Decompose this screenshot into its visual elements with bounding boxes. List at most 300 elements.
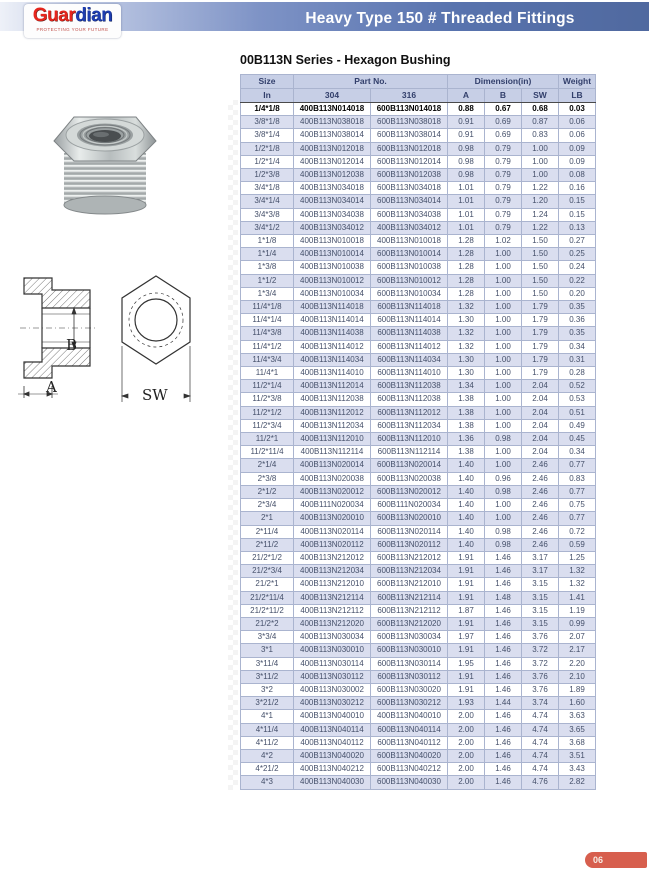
part-304-cell: 400B113N114018 <box>294 301 371 314</box>
size-cell: 3/4*1/4 <box>241 195 294 208</box>
size-cell: 3*3/4 <box>241 631 294 644</box>
dim-sw-cell: 3.15 <box>522 591 559 604</box>
weight-cell: 0.28 <box>559 367 596 380</box>
dim-b-cell: 1.00 <box>485 287 522 300</box>
dim-b-cell: 1.00 <box>485 301 522 314</box>
hex-front-view <box>122 276 190 364</box>
table-row <box>241 103 596 116</box>
table-row <box>241 499 596 512</box>
dim-sw-cell: 3.15 <box>522 617 559 630</box>
table-row <box>241 116 596 129</box>
dim-b-cell: 1.00 <box>485 353 522 366</box>
label-b: B <box>66 336 78 354</box>
table-row <box>241 723 596 736</box>
size-cell: 3*11/4 <box>241 657 294 670</box>
col-header-b: B <box>485 89 522 103</box>
size-cell: 21/2*11/4 <box>241 591 294 604</box>
dim-sw-cell: 2.46 <box>522 499 559 512</box>
weight-cell: 2.20 <box>559 657 596 670</box>
size-cell: 1*3/4 <box>241 287 294 300</box>
dim-a-cell: 1.91 <box>448 683 485 696</box>
size-cell: 1/2*1/8 <box>241 142 294 155</box>
size-cell: 11/4*1/4 <box>241 314 294 327</box>
part-304-cell: 400B113N010038 <box>294 261 371 274</box>
logo-tagline: PROTECTING YOUR FUTURE <box>36 27 109 32</box>
dim-b-cell: 1.46 <box>485 749 522 762</box>
table-row <box>241 644 596 657</box>
part-304-cell: 400B113N030034 <box>294 631 371 644</box>
part-316-cell: 600B113N014018 <box>371 103 448 116</box>
table-row <box>241 235 596 248</box>
dim-a-cell: 1.97 <box>448 631 485 644</box>
part-304-cell: 400B113N114034 <box>294 353 371 366</box>
dim-b-cell: 1.00 <box>485 274 522 287</box>
dim-b-cell: 0.98 <box>485 538 522 551</box>
dim-sw-cell: 2.46 <box>522 512 559 525</box>
dim-a-cell: 1.40 <box>448 499 485 512</box>
dim-sw-cell: 1.79 <box>522 301 559 314</box>
dim-a-cell: 1.32 <box>448 327 485 340</box>
weight-cell: 0.35 <box>559 327 596 340</box>
dim-b-cell: 0.96 <box>485 472 522 485</box>
weight-cell: 0.09 <box>559 142 596 155</box>
part-304-cell: 400B113N112014 <box>294 380 371 393</box>
table-row <box>241 221 596 234</box>
table-row <box>241 617 596 630</box>
table-row <box>241 512 596 525</box>
logo-part-blue: dian <box>75 5 113 26</box>
weight-cell: 0.34 <box>559 340 596 353</box>
size-cell: 4*21/2 <box>241 763 294 776</box>
dim-sw-cell: 1.20 <box>522 195 559 208</box>
section-title: 00B113N Series - Hexagon Bushing <box>240 53 451 67</box>
part-316-cell: 400B113N034012 <box>371 221 448 234</box>
dim-sw-cell: 1.79 <box>522 353 559 366</box>
dim-a-cell: 1.95 <box>448 657 485 670</box>
part-304-cell: 400B113N114012 <box>294 340 371 353</box>
size-cell: 1/2*1/4 <box>241 155 294 168</box>
part-304-cell: 400B113N012038 <box>294 169 371 182</box>
dim-sw-cell: 1.50 <box>522 287 559 300</box>
dim-sw-cell: 1.50 <box>522 235 559 248</box>
dim-a-cell: 1.36 <box>448 433 485 446</box>
col-header-lb: LB <box>559 89 596 103</box>
table-row <box>241 485 596 498</box>
size-cell: 1*1/2 <box>241 274 294 287</box>
table-row <box>241 367 596 380</box>
size-cell: 21/2*1 <box>241 578 294 591</box>
weight-cell: 0.16 <box>559 182 596 195</box>
dim-sw-cell: 3.15 <box>522 578 559 591</box>
dim-b-cell: 1.00 <box>485 340 522 353</box>
weight-cell: 0.08 <box>559 169 596 182</box>
dim-sw-cell: 0.68 <box>522 103 559 116</box>
dim-b-cell: 1.00 <box>485 512 522 525</box>
dim-a-cell: 1.40 <box>448 538 485 551</box>
part-304-cell: 400B113N010012 <box>294 274 371 287</box>
part-316-cell: 600B113N038018 <box>371 116 448 129</box>
dim-a-cell: 1.91 <box>448 617 485 630</box>
table-row <box>241 670 596 683</box>
part-304-cell: 400B113N030114 <box>294 657 371 670</box>
table-row <box>241 736 596 749</box>
dim-sw-cell: 3.74 <box>522 697 559 710</box>
guardian-logo <box>24 4 121 38</box>
weight-cell: 0.34 <box>559 446 596 459</box>
weight-cell: 0.25 <box>559 248 596 261</box>
table-row <box>241 182 596 195</box>
weight-cell: 3.43 <box>559 763 596 776</box>
dim-sw-cell: 2.46 <box>522 472 559 485</box>
dim-a-cell: 1.28 <box>448 274 485 287</box>
part-316-cell: 600B113N020014 <box>371 459 448 472</box>
weight-cell: 1.25 <box>559 551 596 564</box>
dim-b-cell: 1.46 <box>485 710 522 723</box>
dim-a-cell: 1.91 <box>448 644 485 657</box>
dim-a-cell: 0.88 <box>448 103 485 116</box>
part-304-cell: 400B113N212020 <box>294 617 371 630</box>
part-304-cell: 400B113N010018 <box>294 235 371 248</box>
part-316-cell: 600B113N212034 <box>371 565 448 578</box>
part-304-cell: 400B113N212114 <box>294 591 371 604</box>
table-row <box>241 578 596 591</box>
part-316-cell: 600B113N020012 <box>371 485 448 498</box>
dim-a-cell: 1.01 <box>448 195 485 208</box>
dim-sw-cell: 1.50 <box>522 274 559 287</box>
table-row <box>241 631 596 644</box>
dim-b-cell: 1.46 <box>485 565 522 578</box>
dim-sw-cell: 2.46 <box>522 525 559 538</box>
fittings-table-wrap <box>240 74 596 790</box>
weight-cell: 1.32 <box>559 565 596 578</box>
part-316-cell: 600B113N040030 <box>371 776 448 789</box>
dim-a-cell: 1.30 <box>448 314 485 327</box>
size-cell: 1/4*1/8 <box>241 103 294 116</box>
dim-b-cell: 1.00 <box>485 327 522 340</box>
part-316-cell: 600B113N030010 <box>371 644 448 657</box>
dim-b-cell: 1.02 <box>485 235 522 248</box>
part-304-cell: 400B113N212034 <box>294 565 371 578</box>
col-header-weight: Weight <box>559 75 596 89</box>
dim-sw-cell: 2.46 <box>522 538 559 551</box>
dim-b-cell: 1.46 <box>485 670 522 683</box>
weight-cell: 2.10 <box>559 670 596 683</box>
dim-b-cell: 0.79 <box>485 221 522 234</box>
dim-b-cell: 0.67 <box>485 103 522 116</box>
table-row <box>241 287 596 300</box>
table-row <box>241 525 596 538</box>
part-304-cell: 400B113N030010 <box>294 644 371 657</box>
dim-sw-cell: 4.76 <box>522 776 559 789</box>
part-316-cell: 600B113N112114 <box>371 446 448 459</box>
weight-cell: 0.15 <box>559 195 596 208</box>
weight-cell: 0.35 <box>559 301 596 314</box>
table-row <box>241 314 596 327</box>
part-316-cell: 600B113N114034 <box>371 353 448 366</box>
part-304-cell: 400B113N020012 <box>294 485 371 498</box>
dim-sw-cell: 3.17 <box>522 551 559 564</box>
part-304-cell: 400B113N114014 <box>294 314 371 327</box>
col-header-316: 316 <box>371 89 448 103</box>
weight-cell: 0.27 <box>559 235 596 248</box>
part-316-cell: 600B113N114038 <box>371 327 448 340</box>
col-header-size: Size <box>241 75 294 89</box>
dim-b-cell: 1.46 <box>485 644 522 657</box>
part-316-cell: 600B113N020038 <box>371 472 448 485</box>
size-cell: 11/2*3/8 <box>241 393 294 406</box>
dim-a-cell: 1.91 <box>448 578 485 591</box>
part-304-cell: 400B113N034018 <box>294 182 371 195</box>
table-row <box>241 340 596 353</box>
table-row <box>241 591 596 604</box>
table-header-sub <box>241 89 596 103</box>
dim-b-cell: 1.00 <box>485 406 522 419</box>
part-316-cell: 600B113N112038 <box>371 380 448 393</box>
weight-cell: 0.03 <box>559 103 596 116</box>
weight-cell: 0.52 <box>559 380 596 393</box>
dim-b-cell: 0.79 <box>485 142 522 155</box>
dim-a-cell: 1.40 <box>448 459 485 472</box>
table-row <box>241 248 596 261</box>
dim-b-cell: 1.46 <box>485 763 522 776</box>
dim-a-cell: 0.98 <box>448 155 485 168</box>
table-row <box>241 749 596 762</box>
table-row <box>241 776 596 789</box>
dim-sw-cell: 4.74 <box>522 710 559 723</box>
part-304-cell: 400B113N012014 <box>294 155 371 168</box>
weight-cell: 0.06 <box>559 116 596 129</box>
col-header-304: 304 <box>294 89 371 103</box>
part-316-cell: 400B113N040010 <box>371 710 448 723</box>
dim-b-cell: 1.00 <box>485 499 522 512</box>
table-row <box>241 565 596 578</box>
dim-b-cell: 1.00 <box>485 261 522 274</box>
weight-cell: 2.82 <box>559 776 596 789</box>
size-cell: 3*1 <box>241 644 294 657</box>
size-cell: 3/4*1/2 <box>241 221 294 234</box>
part-316-cell: 600B113N010038 <box>371 261 448 274</box>
dim-a-cell: 1.38 <box>448 419 485 432</box>
table-row <box>241 169 596 182</box>
col-header-a: A <box>448 89 485 103</box>
weight-cell: 0.53 <box>559 393 596 406</box>
size-cell: 11/4*1 <box>241 367 294 380</box>
part-304-cell: 400B113N114010 <box>294 367 371 380</box>
dim-b-cell: 1.46 <box>485 631 522 644</box>
table-row <box>241 301 596 314</box>
dim-sw-cell: 1.00 <box>522 142 559 155</box>
logo-part-red: Guar <box>32 5 76 26</box>
dim-a-cell: 1.87 <box>448 604 485 617</box>
dim-sw-cell: 0.87 <box>522 116 559 129</box>
size-cell: 21/2*2 <box>241 617 294 630</box>
dim-a-cell: 1.28 <box>448 287 485 300</box>
weight-cell: 0.22 <box>559 274 596 287</box>
weight-cell: 0.15 <box>559 208 596 221</box>
table-row <box>241 195 596 208</box>
part-316-cell: 600B113N030020 <box>371 683 448 696</box>
part-304-cell: 400B113N030212 <box>294 697 371 710</box>
part-304-cell: 400B113N114038 <box>294 327 371 340</box>
dim-b-cell: 1.00 <box>485 380 522 393</box>
size-cell: 2*1 <box>241 512 294 525</box>
dim-b-cell: 1.00 <box>485 367 522 380</box>
weight-cell: 1.41 <box>559 591 596 604</box>
fittings-table <box>240 74 596 790</box>
part-304-cell: 400B113N040010 <box>294 710 371 723</box>
dim-a-cell: 1.40 <box>448 525 485 538</box>
size-cell: 2*1/4 <box>241 459 294 472</box>
dim-a-cell: 1.30 <box>448 353 485 366</box>
part-304-cell: 400B113N010034 <box>294 287 371 300</box>
table-row <box>241 353 596 366</box>
part-316-cell: 600B113N030114 <box>371 657 448 670</box>
dim-b-cell: 1.00 <box>485 419 522 432</box>
dim-b-cell: 1.00 <box>485 446 522 459</box>
part-316-cell: 600B113N012018 <box>371 142 448 155</box>
part-304-cell: 400B113N020014 <box>294 459 371 472</box>
size-cell: 11/2*3/4 <box>241 419 294 432</box>
dim-sw-cell: 3.76 <box>522 631 559 644</box>
part-316-cell: 600B113N114018 <box>371 301 448 314</box>
dim-b-cell: 1.46 <box>485 551 522 564</box>
part-316-cell: 600B113N020010 <box>371 512 448 525</box>
part-316-cell: 600B113N034038 <box>371 208 448 221</box>
size-cell: 11/4*3/8 <box>241 327 294 340</box>
part-304-cell: 400B113N038014 <box>294 129 371 142</box>
dim-b-cell: 0.79 <box>485 208 522 221</box>
dim-sw-cell: 1.22 <box>522 182 559 195</box>
part-316-cell: 600B113N040020 <box>371 749 448 762</box>
dim-b-cell: 1.46 <box>485 736 522 749</box>
table-row <box>241 155 596 168</box>
technical-drawing <box>16 266 202 414</box>
weight-cell: 1.89 <box>559 683 596 696</box>
part-316-cell: 600B113N010014 <box>371 248 448 261</box>
part-316-cell: 600B113N034018 <box>371 182 448 195</box>
part-304-cell: 400B113N030112 <box>294 670 371 683</box>
size-cell: 4*1 <box>241 710 294 723</box>
size-cell: 3/8*1/8 <box>241 116 294 129</box>
part-304-cell: 400B113N212010 <box>294 578 371 591</box>
label-sw: SW <box>142 386 168 404</box>
part-316-cell: 600B113N040114 <box>371 723 448 736</box>
part-304-cell: 400B113N040114 <box>294 723 371 736</box>
part-316-cell: 600B113N030034 <box>371 631 448 644</box>
weight-cell: 0.59 <box>559 538 596 551</box>
size-cell: 3*21/2 <box>241 697 294 710</box>
dim-sw-cell: 1.50 <box>522 261 559 274</box>
table-row <box>241 419 596 432</box>
size-cell: 4*2 <box>241 749 294 762</box>
weight-cell: 0.45 <box>559 433 596 446</box>
weight-cell: 0.06 <box>559 129 596 142</box>
dim-b-cell: 0.69 <box>485 129 522 142</box>
size-cell: 3/4*1/8 <box>241 182 294 195</box>
dim-b-cell: 1.00 <box>485 248 522 261</box>
table-row <box>241 208 596 221</box>
col-header-sw: SW <box>522 89 559 103</box>
part-304-cell: 400B113N034014 <box>294 195 371 208</box>
part-316-cell: 600B113N034014 <box>371 195 448 208</box>
page-number-badge: 06 <box>585 852 647 868</box>
part-304-cell: 400B113N040020 <box>294 749 371 762</box>
part-316-cell: 600B113N212012 <box>371 551 448 564</box>
part-316-cell: 600B113N020112 <box>371 538 448 551</box>
part-304-cell: 400B113N112114 <box>294 446 371 459</box>
weight-cell: 2.07 <box>559 631 596 644</box>
weight-cell: 0.99 <box>559 617 596 630</box>
part-316-cell: 600B113N114010 <box>371 367 448 380</box>
dim-sw-cell: 1.50 <box>522 248 559 261</box>
table-header-groups <box>241 75 596 89</box>
dim-a-cell: 1.91 <box>448 565 485 578</box>
table-row <box>241 710 596 723</box>
dim-a-cell: 1.28 <box>448 248 485 261</box>
size-cell: 2*3/4 <box>241 499 294 512</box>
weight-cell: 0.49 <box>559 419 596 432</box>
size-cell: 4*11/4 <box>241 723 294 736</box>
weight-cell: 0.36 <box>559 314 596 327</box>
weight-cell: 1.19 <box>559 604 596 617</box>
col-header-dimension: Dimension(in) <box>448 75 559 89</box>
weight-cell: 0.72 <box>559 525 596 538</box>
weight-cell: 0.77 <box>559 512 596 525</box>
dim-a-cell: 1.34 <box>448 380 485 393</box>
size-cell: 2*11/4 <box>241 525 294 538</box>
dim-a-cell: 1.40 <box>448 472 485 485</box>
part-304-cell: 400B113N038018 <box>294 116 371 129</box>
dim-b-cell: 0.79 <box>485 155 522 168</box>
dim-a-cell: 1.32 <box>448 340 485 353</box>
dim-sw-cell: 1.24 <box>522 208 559 221</box>
part-316-cell: 600B113N012038 <box>371 169 448 182</box>
dim-b-cell: 1.00 <box>485 459 522 472</box>
dim-b-cell: 1.48 <box>485 591 522 604</box>
dim-b-cell: 0.98 <box>485 525 522 538</box>
dim-a-cell: 1.30 <box>448 367 485 380</box>
part-316-cell: 600B113N112010 <box>371 433 448 446</box>
part-304-cell: 400B113N112034 <box>294 419 371 432</box>
table-row <box>241 604 596 617</box>
label-a: A <box>46 378 57 396</box>
part-304-cell: 400B113N040212 <box>294 763 371 776</box>
weight-cell: 0.83 <box>559 472 596 485</box>
dim-a-cell: 1.93 <box>448 697 485 710</box>
size-cell: 4*3 <box>241 776 294 789</box>
dim-a-cell: 1.01 <box>448 221 485 234</box>
dim-b-cell: 1.46 <box>485 683 522 696</box>
dim-b-cell: 0.79 <box>485 169 522 182</box>
dim-sw-cell: 2.04 <box>522 446 559 459</box>
size-cell: 3*11/2 <box>241 670 294 683</box>
dim-b-cell: 1.00 <box>485 393 522 406</box>
dim-a-cell: 1.32 <box>448 301 485 314</box>
part-316-cell: 600B113N114012 <box>371 340 448 353</box>
part-316-cell: 600B113N114014 <box>371 314 448 327</box>
dim-sw-cell: 0.83 <box>522 129 559 142</box>
weight-cell: 0.75 <box>559 499 596 512</box>
part-316-cell: 400B113N010018 <box>371 235 448 248</box>
table-row <box>241 433 596 446</box>
cross-section-view <box>20 278 96 378</box>
dim-b-cell: 1.46 <box>485 776 522 789</box>
table-row <box>241 538 596 551</box>
weight-cell: 2.17 <box>559 644 596 657</box>
size-cell: 11/2*11/4 <box>241 446 294 459</box>
part-304-cell: 400B113N020038 <box>294 472 371 485</box>
table-row <box>241 551 596 564</box>
